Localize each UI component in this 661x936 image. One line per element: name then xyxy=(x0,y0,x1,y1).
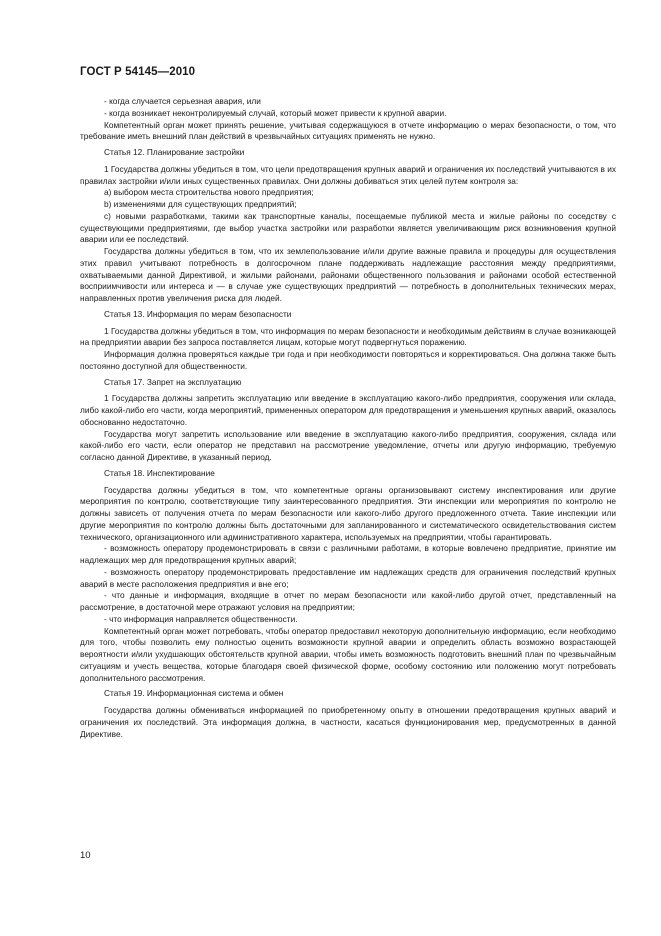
article-heading: Статья 18. Инспектирование xyxy=(104,467,215,478)
paragraph: - что данные и информация, входящие в отчет по мерам безопасности или какой-либо другой отчет, представленный на рассмотрение, в достаточной мере отражают условия на предприятии; xyxy=(80,590,616,612)
paragraph: - что информация направляется общественности. xyxy=(104,613,298,624)
paragraph: - когда возникает неконтролируемый случай, который может привести к крупной аварии. xyxy=(104,107,447,118)
paragraph: 1 Государства должны убедиться в том, что цели предотвращения крупных аварий и ограничения их последствий учитываются в их правилах застройки и/или иных существенных правилах. Они должны добиваться этих целей путем контроля за: xyxy=(80,163,616,186)
paragraph: Информация должна проверяться каждые три года и при необходимости повторяться и корректироваться. Она должна также быть постоянно доступной для общественности. xyxy=(80,349,616,371)
article-heading: Статья 17. Запрет на эксплуатацию xyxy=(104,376,242,387)
paragraph: - когда случается серьезная авария, или xyxy=(104,96,261,106)
document-body xyxy=(80,96,616,740)
paragraph: 1 Государства должны убедиться в том, что информация по мерам безопасности и необходимым действиям в случае возникающей на предприятии аварии без запроса поставляется лицам, которые могут подвергнуться поражению. xyxy=(80,325,616,348)
paragraph: Государства должны убедиться в том, что компетентные органы организовывают систему инспектирования или другие мероприятия по контролю, соответствующие типу заинтересованного предприятия. Эти инспекции или мероприятия по контролю не должны зависеть от получения отчета по мерам безопасности или какого-либо другого предложенного отчета. Такие инспекции или другие мероприятия по контролю должны быть достаточными для запланированного и систематического освидетельствования систем технического, организационного или административного характера, используемых на предприятии, чтобы гарантировать. xyxy=(80,484,616,542)
paragraph: c) новыми разработками, такими как транспортные каналы, посещаемые публикой места и жилые районы по соседству с существующими предприятиями, где выбор участка застройки или разработки является увеличивающим риск возникновения крупной аварии или ее последствий. xyxy=(80,210,616,245)
document-header: ГОСТ Р 54145—2010 xyxy=(80,66,196,78)
article-heading: Статья 19. Информационная система и обмен xyxy=(104,688,284,699)
paragraph: - возможность оператору продемонстрировать предоставление им надлежащих средств для ограничения последствий крупных аварий в месте расположения предприятия и вне его; xyxy=(80,566,616,589)
paragraph: Компетентный орган может потребовать, чтобы оператор предоставил некоторую дополнительную информацию, если необходимо для того, чтобы позволить ему полностью оценить возможности крупной аварии и определить область возможно возрастающей вероятности и/или ухудшающих обстоятельств крупной аварии, чтобы иметь возможность подготовить внешний план по чрезвычайным ситуациям и учесть вещества, которые благодаря своей физической форме, особому состоянию или положению могут потребовать дополнительного рассмотрения. xyxy=(80,625,616,683)
article-heading: Статья 12. Планирование застройки xyxy=(104,147,245,157)
paragraph: Компетентный орган может принять решение, учитывая содержащуюся в отчете информацию о мерах безопасности, о том, что требование иметь внешний план действий в чрезвычайных ситуациях применять не нужно. xyxy=(80,119,616,142)
paragraph: - возможность оператору продемонстрировать в связи с различными работами, в которые вовлечено предприятие, принятие им надлежащих мер для предотвращения крупных аварий; xyxy=(80,543,616,565)
paragraph: 1 Государства должны запретить эксплуатацию или введение в эксплуатацию какого-либо предприятия, сооружения или склада, либо какой-либо его части, когда мероприятий, примененных оператором для предотвращения и уменьшения крупных аварий, оказалось обоснованно недостаточно. xyxy=(80,393,616,427)
list-item: a) выбором места строительства нового предприятия; xyxy=(104,187,314,198)
paragraph: Государства должны обмениваться информацией по приобретенному опыту в отношении предотвращения крупных аварий и ограничения их последствий. Эта информация должна, в частности, касаться функционирования мер, предусмотренных в данной Директиве. xyxy=(80,705,616,739)
paragraph: Государства могут запретить использование или введение в эксплуатацию какого-либо предприятия, сооружения, склада или какой-либо его части, если оператор не представил на рассмотрение уведомление, отчеты или другую информацию, требуемую согласно данной Директиве, в указанный период. xyxy=(80,428,616,462)
paragraph: Государства должны убедиться в том, что их землепользование и/или другие важные правила и процедуры для осуществления этих правил учитывают потребность в долгосрочном плане поддерживать надлежащие расстояния между предприятиями, охватываемыми данной Директивой, и жилыми районами, районами общественного пользования и районами особой естественной восприимчивости или интереса и — в случае уже существующих предприятий — потребность в дополнительных технических мерах, направленных против увеличения риска для людей. xyxy=(80,246,616,303)
list-item: b) изменениями для существующих предприятий; xyxy=(104,199,297,209)
page-number: 10 xyxy=(80,850,91,861)
article-heading: Статья 13. Информация по мерам безопасности xyxy=(104,308,292,319)
